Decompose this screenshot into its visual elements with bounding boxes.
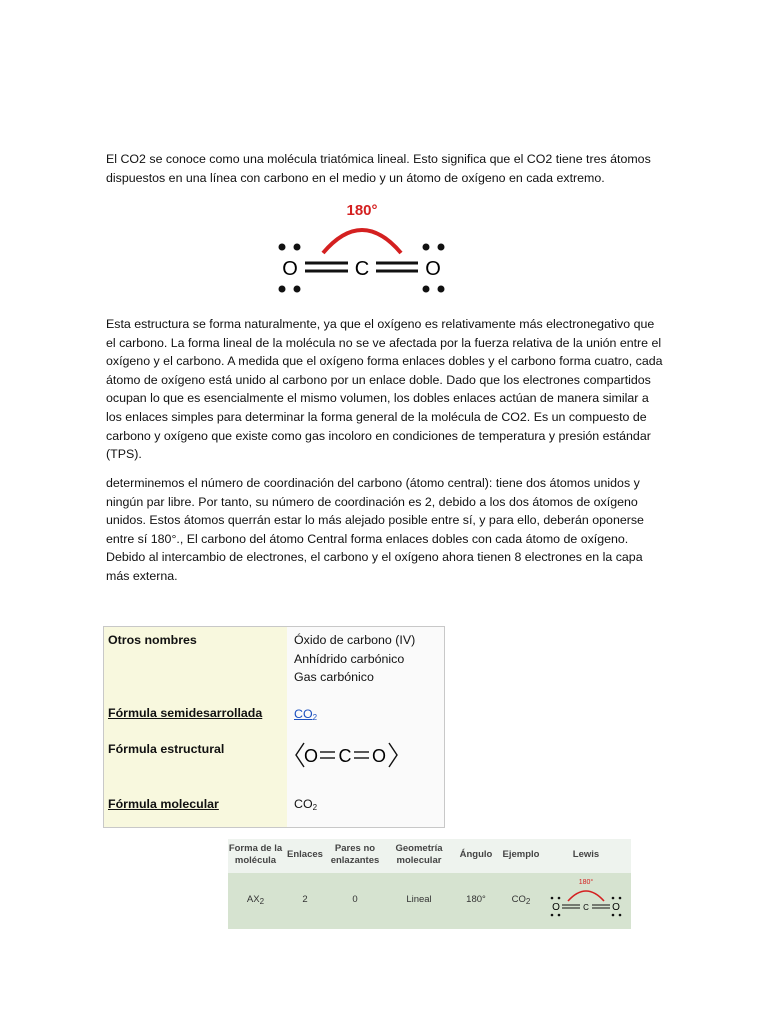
otros-value: Gas carbónico — [294, 670, 374, 685]
ejemplo-base: CO — [511, 894, 526, 905]
cell-pares: 0 — [352, 894, 358, 905]
paragraph-structure: Esta estructura se forma naturalmente, ya que el oxígeno es relativamente más electronegativo que el carbono. La forma lineal de la molécula no se ve afectada por la fuerza relativa de la unión entre el oxígeno y el carbono. A medida que el oxígeno forma enlaces dobles y el carbono forma cuatro, cada átomo de oxígeno está unido al carbono por un enlace doble. Dado que los electrones compartidos ocupan lo que es esencialmente el mismo volumen, los dobles enlaces actúan de manera similar a los enlaces simples para determinar la forma general de la molécula de CO2. Es un compuesto de carbono y oxígeno que existe como gas incoloro en condiciones de temperatura y presión estándar (TPS). — [106, 317, 663, 462]
lewis-mini-structure — [546, 875, 626, 919]
formula-molecular-value — [294, 795, 317, 818]
semi-formula-text[interactable] — [294, 707, 317, 721]
molecular-formula-base: CO — [294, 797, 313, 811]
header-pares: Pares no enlazantes — [330, 843, 380, 866]
semi-formula-sub: 2 — [312, 713, 318, 722]
formula-semidesarrollada-link[interactable] — [294, 705, 317, 728]
carbon-center: C — [354, 258, 370, 280]
mini-atom: O — [552, 902, 560, 913]
formula-estructural-label: Fórmula estructural — [108, 742, 225, 756]
header-ejemplo: Ejemplo — [502, 849, 540, 860]
cell-forma — [228, 894, 283, 906]
paragraph-intro: El CO2 se conoce como una molécula triatómica lineal. Esto significa que el CO2 tiene tres átomos dispuestos en una línea con carbono en el medio y un átomo de oxígeno en cada extremo. — [106, 152, 651, 185]
mini-angle-arc — [568, 891, 604, 901]
struct-atom: O — [371, 746, 387, 766]
molecular-formula-sub: 2 — [312, 803, 318, 812]
struct-atom: O — [303, 746, 319, 766]
formula-molecular-label: Fórmula molecular — [108, 797, 219, 811]
oxygen-right: O — [425, 258, 441, 280]
header-forma: Forma de la molécula — [228, 843, 283, 866]
struct-atom: C — [338, 746, 352, 766]
formula-semidesarrollada-label: Fórmula semidesarrollada — [108, 706, 263, 720]
ejemplo-sub: 2 — [525, 897, 531, 906]
geometry-table — [228, 839, 631, 931]
header-geometria: Geometría molecular — [395, 843, 443, 866]
header-angulo: Ángulo — [459, 849, 493, 860]
otros-nombres-label: Otros nombres — [108, 633, 197, 647]
mini-atom: C — [583, 903, 589, 912]
structural-formula-drawing — [292, 735, 402, 775]
otros-value: Óxido de carbono (IV) — [294, 633, 416, 647]
header-lewis: Lewis — [572, 849, 600, 860]
otros-value: Anhídrido carbónico — [294, 651, 405, 666]
oxygen-left: O — [282, 258, 298, 280]
forma-base: AX — [246, 894, 260, 905]
angle-arc — [323, 230, 401, 253]
co2-lewis-structure — [270, 195, 460, 300]
header-enlaces: Enlaces — [287, 849, 323, 860]
cell-enlaces: 2 — [302, 894, 308, 905]
mini-angle-label: 180° — [578, 879, 594, 886]
cell-geometria: Lineal — [406, 894, 432, 905]
semi-formula-base: CO — [294, 707, 313, 721]
properties-table — [103, 626, 445, 828]
forma-sub: 2 — [259, 897, 265, 906]
mini-atom: O — [612, 902, 620, 913]
cell-ejemplo — [500, 894, 542, 906]
angle-label: 180° — [346, 202, 378, 219]
otros-nombres-values — [294, 631, 415, 687]
paragraph-coordination: determinemos el número de coordinación del carbono (átomo central): tiene dos átomos unidos y ningún par libre. Por tanto, su número de coordinación es 2, debido a los dos átomos de oxígeno unidos. Estos átomos querrán estar lo más alejado posible entre sí, y para ello, deberán oponerse entre sí 180°., El carbono del átomo Central forma enlaces dobles con cada átomo de oxígeno. Debido al intercambio de electrones, el carbono y el oxígeno ahora tienen 8 electrones en la capa más externa. — [106, 476, 644, 583]
cell-angulo: 180° — [466, 894, 486, 905]
